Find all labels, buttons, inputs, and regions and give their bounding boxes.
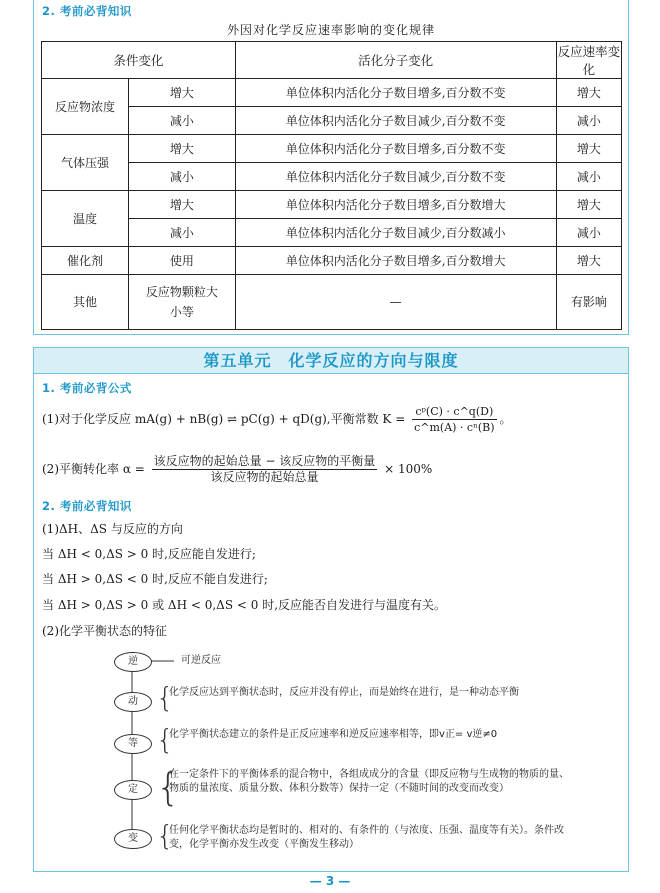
- feature-oval-change: 变: [114, 829, 152, 849]
- feature-oval-fixed: 定: [114, 780, 152, 800]
- group-cell: 反应物浓度: [42, 79, 129, 135]
- header-condition: 条件变化: [42, 42, 236, 79]
- rate-cell: 增大: [556, 191, 621, 219]
- group-cell: 催化剂: [42, 247, 129, 275]
- change-cell: 减小: [129, 163, 236, 191]
- rate-cell: 减小: [556, 219, 621, 247]
- rate-cell: 增大: [556, 79, 621, 107]
- knowledge-heading: 2. 考前必背知识: [42, 499, 132, 513]
- change-cell: 增大: [129, 135, 236, 163]
- brace-icon: {: [156, 681, 174, 714]
- knowledge-line: (2)化学平衡状态的特征: [42, 624, 167, 638]
- formula-heading: 1. 考前必背公式: [42, 381, 132, 395]
- change-cell: 增大: [129, 79, 236, 107]
- feature-text-reverse: 可逆反应: [181, 655, 221, 666]
- feature-text-equal: 化学平衡状态建立的条件是正反应速率和逆反应速率相等，即v正= v逆≠0: [169, 729, 498, 740]
- header-activation: 活化分子变化: [235, 42, 556, 79]
- table-row: [42, 219, 622, 247]
- rate-cell: 减小: [556, 107, 621, 135]
- activation-cell: 单位体积内活化分子数目增多,百分数增大: [235, 191, 556, 219]
- page-number: — 3 —: [309, 874, 351, 888]
- brace-icon: {: [156, 765, 181, 809]
- activation-cell: —: [235, 275, 556, 330]
- table-row: [42, 191, 622, 219]
- activation-cell: 单位体积内活化分子数目减少,百分数不变: [235, 107, 556, 135]
- activation-cell: 单位体积内活化分子数目减少,百分数不变: [235, 163, 556, 191]
- feature-text-change: 任何化学平衡状态均是暂时的、相对的、有条件的（与浓度、压强、温度等有关）。条件改变，化学平衡亦发生改变（平衡发生移动）: [169, 825, 564, 850]
- rate-cell: 增大: [556, 135, 621, 163]
- formula-1-prefix: (1)对于化学反应 mA(g) + nB(g) ⇌ pC(g) + qD(g),平衡常数 K =: [42, 412, 406, 426]
- table-row: [42, 107, 622, 135]
- k-numerator: cᵖ(C) · c^q(D): [412, 404, 496, 420]
- feature-text-fixed: 在一定条件下的平衡体系的混合物中，各组成成分的含量（即反应物与生成物的物质的量、物质的量浓度、质量分数、体积分数等）保持一定（不随时间的改变而改变）: [169, 769, 569, 794]
- group-cell: 温度: [42, 191, 129, 247]
- table-row: [42, 79, 622, 107]
- change-cell: 减小: [129, 107, 236, 135]
- unit-five-panel: [33, 347, 629, 872]
- k-denominator: c^m(A) · cⁿ(B): [414, 421, 495, 434]
- brace-icon: {: [156, 819, 174, 852]
- feature-oval-reverse: 逆: [114, 652, 152, 672]
- knowledge-line: 当 ΔH < 0,ΔS > 0 时,反应能自发进行;: [42, 547, 256, 561]
- table-row: [42, 163, 622, 191]
- rate-factors-table: [41, 41, 622, 330]
- group-cell: 气体压强: [42, 135, 129, 191]
- change-cell: 反应物颗粒大小等: [129, 275, 236, 330]
- unit-title: 第五单元 化学反应的方向与限度: [34, 348, 628, 374]
- alpha-numerator: 该反应物的起始总量 − 该反应物的平衡量: [153, 454, 376, 468]
- rate-cell: 有影响: [556, 275, 621, 330]
- formula-1-suffix: 。: [499, 412, 512, 426]
- feature-oval-equal: 等: [114, 734, 152, 754]
- table-row: [42, 135, 622, 163]
- change-cell: 减小: [129, 219, 236, 247]
- change-cell: 使用: [129, 247, 236, 275]
- formula-2-prefix: (2)平衡转化率 α =: [42, 462, 145, 476]
- rate-cell: 增大: [556, 247, 621, 275]
- rate-cell: 减小: [556, 163, 621, 191]
- group-cell: 其他: [42, 275, 129, 330]
- knowledge-line: 当 ΔH > 0,ΔS > 0 或 ΔH < 0,ΔS < 0 时,反应能否自发进行与温度有关。: [42, 598, 447, 612]
- change-cell: 增大: [129, 191, 236, 219]
- activation-cell: 单位体积内活化分子数目增多,百分数不变: [235, 79, 556, 107]
- knowledge-line: (1)ΔH、ΔS 与反应的方向: [42, 522, 183, 536]
- knowledge-line: 当 ΔH > 0,ΔS < 0 时,反应不能自发进行;: [42, 572, 268, 586]
- section-heading: 2. 考前必背知识: [42, 4, 132, 18]
- feature-oval-dynamic: 动: [114, 692, 152, 712]
- header-rate: 反应速率变化: [556, 42, 621, 79]
- table-row: [42, 275, 622, 330]
- feature-text-dynamic: 化学反应达到平衡状态时，反应并没有停止，而是始终在进行，是一种动态平衡: [169, 687, 519, 698]
- activation-cell: 单位体积内活化分子数目增多,百分数不变: [235, 135, 556, 163]
- activation-cell: 单位体积内活化分子数目减少,百分数减小: [235, 219, 556, 247]
- brace-icon: {: [156, 723, 174, 756]
- table-header-row: [42, 42, 622, 79]
- table-row: [42, 247, 622, 275]
- table-caption: 外因对化学反应速率影响的变化规律: [226, 23, 435, 37]
- rate-factors-panel: [33, 0, 629, 335]
- alpha-denominator: 该反应物的起始总量: [210, 470, 319, 484]
- activation-cell: 单位体积内活化分子数目增多,百分数增大: [235, 247, 556, 275]
- formula-2-suffix: × 100%: [384, 462, 433, 476]
